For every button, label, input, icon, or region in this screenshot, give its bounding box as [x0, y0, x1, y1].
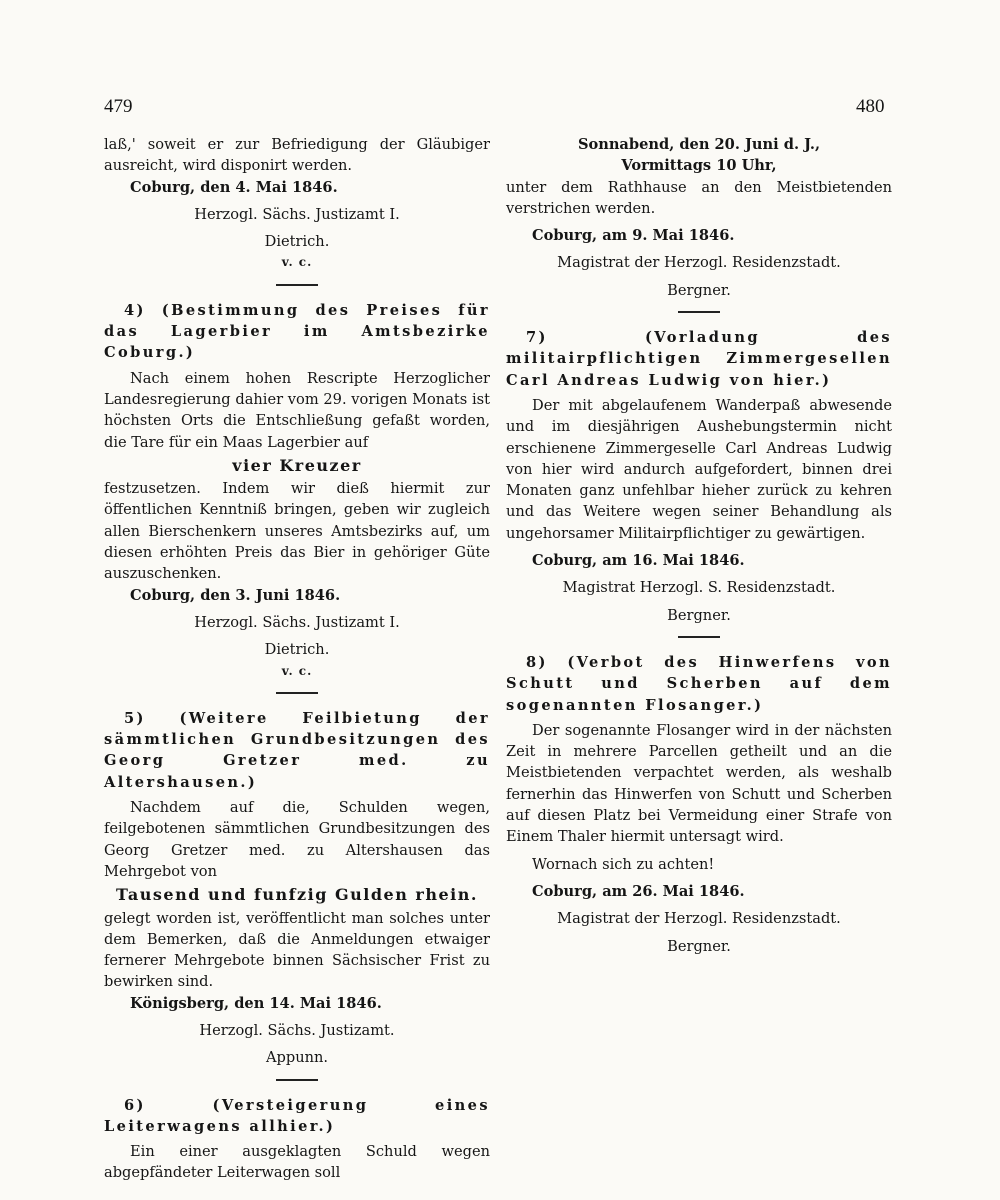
signature-name: Bergner.: [667, 937, 731, 955]
continuation-text: laß,' soweit er zur Befriedigung der Gläubiger ausreicht, wird disponirt werden.: [104, 136, 490, 175]
section-divider: [276, 284, 318, 286]
issuing-authority: Herzogl. Sächs. Justizamt.: [199, 1021, 395, 1039]
dateline: Coburg, den 4. Mai 1846.: [130, 178, 338, 196]
continuation-text: unter dem Rathhause an den Meistbietenden verstrichen werden.: [506, 178, 892, 217]
notice-body-7: Der mit abgelaufenem Wanderpaß abwesende und im diesjährigen Aushebungstermin nicht erschienene Zimmergeselle Carl Andreas Ludwig von hier wird andurch aufgefordert, binnen drei Monaten ganz unfehlbar hieher zurück zu kehren und das Weitere wegen seiner Behandlung als ungehorsamer Militairpflichtiger zu gewärtigen.: [506, 396, 892, 542]
signature-vc: v. c.: [281, 255, 313, 270]
notice-body-4: Nach einem hohen Rescripte Herzoglicher Landesregierung dahier vom 29. vorigen Monats ist höchsten Orts die Entschließung gefaßt worden, die Tare für ein Maas Lagerbier auf: [104, 369, 490, 451]
auction-date: Sonnabend, den 20. Juni d. J.,: [577, 136, 821, 153]
dateline: Coburg, am 26. Mai 1846.: [532, 882, 745, 900]
section-divider: [276, 1079, 318, 1081]
notice-heading-7: 7) (Vorladung des militairpflichtigen Zimmergesellen Carl Andreas Ludwig von hier.): [506, 329, 892, 389]
dateline: Coburg, den 3. Juni 1846.: [130, 586, 341, 604]
issuing-authority: Magistrat Herzogl. S. Residenzstadt.: [562, 579, 836, 597]
notice-highlight-4: vier Kreuzer: [232, 455, 362, 475]
notice-body-5-cont: gelegt worden ist, veröffentlicht man solches unter dem Bemerken, daß die Anmeldungen etwaiger fernerer Mehrgebote binnen Sächsischer Frist zu bewirken sind.: [104, 909, 490, 991]
signature-name: Bergner.: [667, 281, 731, 299]
auction-time: Vormittags 10 Uhr,: [621, 157, 777, 175]
issuing-authority: Herzogl. Sächs. Justizamt I.: [194, 205, 400, 223]
notice-body-8: Der sogenannte Flosanger wird in der nächsten Zeit in mehrere Parcellen getheilt und an die Meistbietenden verpachtet werden, als weshalb fernerhin das Hinwerfen von Schutt und Scherben auf diesen Platz bei Vermeidung einer Strafe von Einem Thaler hiermit untersagt wird.: [506, 721, 892, 846]
section-divider: [678, 636, 720, 638]
signature-vc: v. c.: [281, 663, 313, 678]
notice-heading-5: 5) (Weitere Feilbietung der sämmtlichen Grundbesitzungen des Georg Gretzer med. zu Altershausen.): [104, 709, 490, 791]
issuing-authority: Magistrat der Herzogl. Residenzstadt.: [557, 254, 841, 272]
notice-heading-6: 6) (Versteigerung eines Leiterwagens allhier.): [104, 1096, 490, 1135]
page-number-right: 480: [856, 96, 885, 117]
dateline: Coburg, am 16. Mai 1846.: [532, 552, 745, 570]
dateline: Königsberg, den 14. Mai 1846.: [130, 994, 382, 1012]
issuing-authority: Magistrat der Herzogl. Residenzstadt.: [557, 910, 841, 928]
section-divider: [678, 311, 720, 313]
signature-name: Appunn.: [265, 1049, 329, 1067]
notice-highlight-5: Tausend und funfzig Gulden rhein.: [116, 885, 478, 905]
left-column: [104, 134, 490, 1184]
dateline: Coburg, am 9. Mai 1846.: [532, 227, 735, 245]
notice-heading-8: 8) (Verbot des Hinwerfens von Schutt und Scherben auf dem sogenannten Flosanger.): [506, 653, 892, 714]
page-number-left: 479: [104, 96, 133, 117]
signature-name: Bergner.: [667, 606, 731, 624]
notice-body-8-closing: Wornach sich zu achten!: [532, 855, 715, 873]
signature-name: Dietrich.: [264, 641, 330, 659]
notice-body-5: Nachdem auf die, Schulden wegen, feilgebotenen sämmtlichen Grundbesitzungen des Georg Gretzer med. zu Altershausen das Mehrgebot von: [104, 799, 490, 880]
signature-name: Dietrich.: [264, 233, 330, 251]
right-column: [506, 134, 892, 957]
section-divider: [276, 692, 318, 694]
notice-heading-4: 4) (Bestimmung des Preises für das Lagerbier im Amtsbezirke Coburg.): [104, 301, 490, 362]
notice-body-4-cont: festzusetzen. Indem wir dieß hiermit zur öffentlichen Kenntniß bringen, geben wir zugleich allen Bierschenkern unseres Amtsbezirks auf, um diesen erhöhten Preis das Bier in gehöriger Güte auszuschenken.: [104, 480, 490, 583]
issuing-authority: Herzogl. Sächs. Justizamt I.: [194, 613, 400, 631]
notice-body-6: Ein einer ausgeklagten Schuld wegen abgepfändeter Leiterwagen soll: [104, 1143, 490, 1182]
